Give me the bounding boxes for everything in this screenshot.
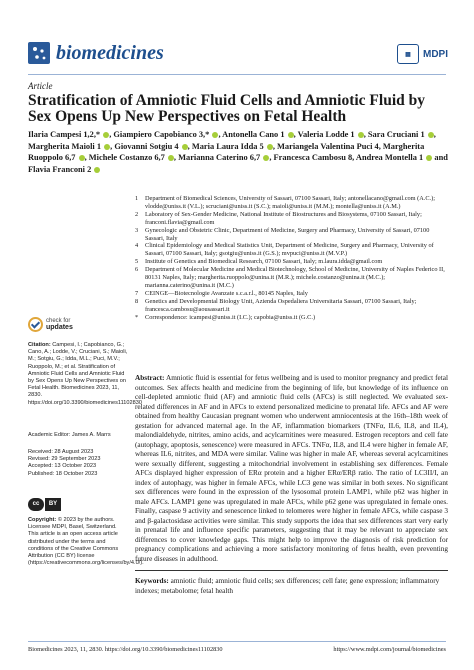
orcid-icon[interactable] <box>358 132 364 138</box>
mdpi-mark-icon: ▦ <box>397 44 419 64</box>
academic-editor: Academic Editor: James A. Marrs <box>28 432 111 438</box>
affiliation-number: 1 <box>135 195 139 202</box>
affiliation-number: 5 <box>135 258 139 266</box>
affiliation-text: Institute of Genetics and Biomedical Research, 07100 Sassari, Italy; m.laura.idda@gmail.com <box>145 258 383 266</box>
author[interactable]: Margherita Maioli 1 <box>28 141 102 151</box>
orcid-icon[interactable] <box>104 144 110 150</box>
author[interactable]: Andrea Montella 1 <box>355 153 424 162</box>
author[interactable]: Marianna Caterino 6,7 <box>178 153 261 162</box>
abstract <box>135 374 448 564</box>
footer-journal-url[interactable]: https://www.mdpi.com/journal/biomedicines <box>333 646 446 653</box>
author[interactable]: Giampiero Capobianco 3,* <box>113 130 210 139</box>
correspondence-text[interactable]: Correspondence: icampesi@uniss.it (I.C.); capobia@uniss.it (G.C.) <box>145 313 316 321</box>
affiliation-number: 6 <box>135 266 139 274</box>
author[interactable]: Margherita Ruoppolo 6,7 <box>28 141 425 162</box>
check-for-updates-button[interactable] <box>28 317 73 332</box>
orcid-icon[interactable] <box>168 155 174 161</box>
footer-divider <box>28 641 446 642</box>
orcid-icon[interactable] <box>288 132 294 138</box>
author[interactable]: Sara Cruciani 1 <box>367 130 425 139</box>
cc-icon: cc <box>28 498 44 511</box>
orcid-icon[interactable] <box>103 132 109 138</box>
affiliation-number: 2 <box>135 210 139 218</box>
author[interactable]: Giovanni Sotgiu 4 <box>114 141 179 151</box>
orcid-icon[interactable] <box>428 132 434 138</box>
author[interactable]: Francesca Cambosu 8 <box>273 153 353 162</box>
affiliation-text: Laboratory of Sex-Gender Medicine, National Institute of Biostructures and Biosystems, 07100 Sassari, Italy; franconi.flavia@gmail.com <box>145 210 422 226</box>
footer-citation[interactable]: Biomedicines 2023, 11, 2830. https://doi.org/10.3390/biomedicines11102830 <box>28 646 223 653</box>
affiliation-number: * <box>135 313 139 321</box>
check-updates-icon <box>28 317 43 332</box>
orcid-icon[interactable] <box>182 144 188 150</box>
published-date: Published: 18 October 2023 <box>28 470 98 477</box>
by-icon: BY <box>45 498 61 511</box>
copyright-block <box>28 517 144 567</box>
affiliation-number: 3 <box>135 226 139 234</box>
keywords-divider <box>135 570 448 571</box>
correspondence <box>135 314 450 322</box>
affiliation-text: Department of Molecular Medicine and Medical Biotechnology, School of Medicine, University of Naples Federico II, 80131 Naples, Italy; margherita.ruoppolo@unina.it (M.R.); michele.costanzo@unina.it (M.C.); marianna.caterino@unina.it (M.C.) <box>145 266 445 289</box>
author[interactable]: Valeria Lodde 1 <box>297 130 355 139</box>
citation-label: Citation: <box>28 342 51 348</box>
author-list: Ilaria Campesi 1,2,* , Giampiero Capobianco 3,* , Antonella Cano 1 , Valeria Lodde 1 , Sara Cruciani 1 , Margherita Maioli 1 , Giovanni Sotgiu 4 , Maria Laura Idda 5 , Mariangela Valentina Puci 4, Margherita Ruoppolo 6,7 , Michele Costanzo 6,7 , Marianna Caterino 6,7 , Francesca Cambosu 8, Andrea Montella 1 and Flavia Franconi 2 <box>28 130 448 174</box>
article-type: Article <box>28 81 53 91</box>
keywords-text: amniotic fluid; amniotic fluid cells; sex differences; cell fate; gene expression; inflammatory indexes; metabolome; fetal health <box>135 577 440 595</box>
affiliation <box>135 211 450 227</box>
affiliation-number: 7 <box>135 289 139 297</box>
copyright-text: © 2023 by the authors. Licensee MDPI, Basel, Switzerland. This article is an open access article distributed under the terms and conditions of the Creative Commons Attribution (CC BY) license (https://creativecommons.org/licenses/by/4.0/). <box>28 517 144 567</box>
affiliation-list <box>135 195 450 322</box>
page-footer <box>28 646 446 653</box>
affiliation <box>135 195 450 211</box>
affiliation <box>135 227 450 243</box>
affiliation-text: Clinical Epidemiology and Medical Statistics Unit, Department of Medicine, Surgery and Pharmacy, University of Sassari, 07100 Sassari, Italy; gsotgiu@uniss.it (G.S.); mvpuci@uniss.it (M.V.P.) <box>145 242 434 258</box>
accepted-date: Accepted: 13 October 2023 <box>28 463 97 470</box>
check-updates-line2: updates <box>46 323 73 331</box>
author[interactable]: Ilaria Campesi 1,2,* <box>28 130 101 139</box>
affiliation <box>135 242 450 258</box>
abstract-text: Amniotic fluid is essential for fetus wellbeing and is used to monitor pregnancy and predict fetal outcomes. Sex affects health and medicine from the beginning of life, but knowledge of its influence on cell-depleted amniotic fluid (AF) and amniotic fluid cells (AFCs) is still neglected. We evaluated sex-related differences in AF and in AFCs to extend personalized medicine to prenatal life. AFCs and AF were obtained from healthy Caucasian pregnant women who underwent amniocentesis at the 16th–18th week of gestation for advanced maternal age. In the AF, inflammation biomarkers (TNFα, IL6, IL8, and IL4), malondialdehyde, nitrites, amino acids, and acylcarnitines were measured. Estrogen receptors and cell fate (autophagy, apoptosis, senescence) were measured in AFCs. TNFα, IL8, and IL4 were higher in female AF, whereas IL6, nitrites, and MDA were similar. Valine was higher in male AF, whereas several acylcarnitines were sexually different, suggesting a mitochondrial involvement in establishing sex differences. Female AFCs displayed higher expression of ERα protein and a higher ERα/ERβ ratio. The ratio of LC3II/I, an index of autophagy, was higher in female AFCs, while LC3 gene was similar in both sexes. No significant sex differences were found in the expression of the lysosomal protein LAMP1, while p62 was higher in male AFCs. LAMP1 gene was upregulated in male AFCs, while p62 gene was upregulated in female ones. Finally, caspase 9 activity and senescence linked to telomeres were higher in female AFCs, while caspase 3 and β-galactosidase activities were similar. This study supports the idea that sex differences start very early in prenatal life and influence specific parameters, suggesting that it may be relevant to appreciate sex differences to cover knowledge gaps. This might help to improve the diagnosis of risk prediction for pregnancy complications and achieving a more satisfactory monitoring of fetus health, even preventing future diseases in adulthood. <box>135 374 448 563</box>
keywords-label: Keywords: <box>135 577 169 585</box>
check-updates-line1: check for <box>46 318 71 324</box>
orcid-icon[interactable] <box>212 132 218 138</box>
affiliation <box>135 258 450 266</box>
cc-by-license-badge[interactable] <box>28 498 61 511</box>
author[interactable]: Antonella Cano 1 <box>222 130 285 139</box>
orcid-icon[interactable] <box>267 144 273 150</box>
dates-block <box>28 449 128 478</box>
affiliation <box>135 298 450 314</box>
affiliation-text: Department of Biomedical Sciences, University of Sassari, 07100 Sassari, Italy; antonellacano@gmail.com (A.C.); vlodde@uniss.it (V.L.); scruciani@uniss.it (S.C.); maioli@uniss.it (M.M.); montella@uniss.it (A.M.) <box>145 195 435 210</box>
orcid-icon[interactable] <box>94 167 100 173</box>
header-divider <box>28 74 446 75</box>
author[interactable]: Mariangela Valentina Puci 4 <box>277 141 379 151</box>
affiliation <box>135 290 450 298</box>
orcid-icon[interactable] <box>79 155 85 161</box>
copyright-label: Copyright: <box>28 517 57 523</box>
author[interactable]: Maria Laura Idda 5 <box>191 141 264 151</box>
affiliation-text: Gynecologic and Obstetric Clinic, Department of Medicine, Surgery and Pharmacy, University of Sassari, 07100 Sassari, Italy <box>145 226 430 242</box>
keywords <box>135 577 448 596</box>
orcid-icon[interactable] <box>426 155 432 161</box>
journal-name: biomedicines <box>56 42 164 64</box>
author[interactable]: and Flavia Franconi 2 <box>28 153 448 174</box>
affiliation-text: Genetics and Developmental Biology Unit, Azienda Ospedaliera Universitaria Sassari, 07100 Sassari, Italy; francesca.cambosu@aousassari.it <box>145 297 417 313</box>
affiliation-number: 8 <box>135 297 139 305</box>
orcid-icon[interactable] <box>263 155 269 161</box>
citation-text[interactable]: Campesi, I.; Capobianco, G.; Cano, A.; Lodde, V.; Cruciani, S.; Maioli, M.; Sotgiu, G.; Idda, M.L.; Puci, M.V.; Ruoppolo, M.; et al. Stratification of Amniotic Fluid Cells and Amniotic Fluid by Sex Opens Up New Perspectives on Fetal Health. Biomedicines 2023, 11, 2830. https://doi.org/10.3390/biomedicines11102830 <box>28 342 142 406</box>
received-date: Received: 28 August 2023 <box>28 449 94 455</box>
article-title: Stratification of Amniotic Fluid Cells and Amniotic Fluid by Sex Opens Up New Perspectives on Fetal Health <box>28 92 425 125</box>
revised-date: Revised: 29 September 2023 <box>28 456 101 463</box>
affiliation-number: 4 <box>135 242 139 250</box>
abstract-label: Abstract: <box>135 374 165 382</box>
check-updates-label <box>46 318 73 331</box>
affiliation-text: CEINGE—Biotecnologie Avanzate s.c.a.r.l., 80145 Naples, Italy <box>145 289 308 297</box>
affiliation <box>135 266 450 290</box>
author[interactable]: Michele Costanzo 6,7 <box>88 153 165 162</box>
journal-logo-icon <box>28 42 50 64</box>
publisher-name: MDPI <box>423 48 448 60</box>
publisher-logo <box>397 44 448 64</box>
citation-block <box>28 342 142 407</box>
